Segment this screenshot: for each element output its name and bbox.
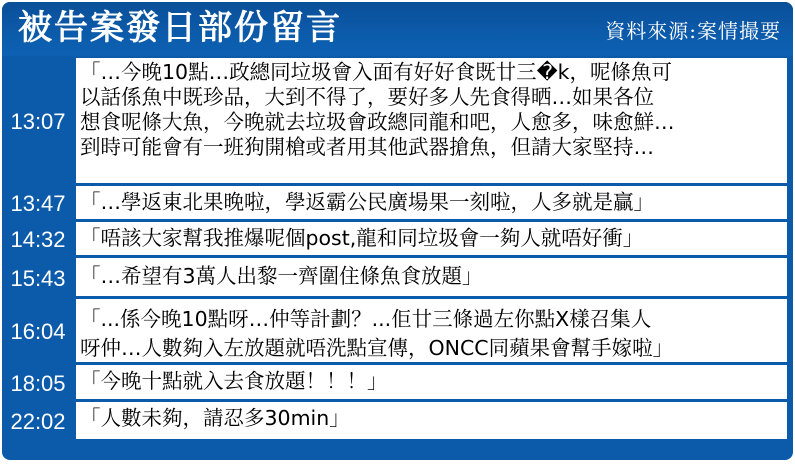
message-time: 13:07 [10,109,66,134]
message-list [2,58,793,442]
message-row [2,186,793,222]
message-log-panel [2,2,793,460]
message-row [2,222,793,258]
message-time: 14:32 [10,227,66,252]
message-text: 「…今晚10點…政總同垃圾會入面有好好食既廿三�k，呢條魚可 以話係魚中既珍品，大到不得了，要好多人先食得晒…如果各位 想食呢條大魚，今晚就去垃圾會政總同龍和吧，人愈多，味愈鮮… 到時可能會有一班狗開槍或者用其他武器搶魚，但請大家堅持… [76,58,787,183]
source-caption: 資料來源:案情撮要 [605,19,781,43]
message-time: 13:47 [10,191,66,216]
message-text: 「唔該大家幫我推爆呢個post,龍和同垃圾會一夠人就唔好衝」 [76,222,787,255]
message-time: 18:05 [10,370,66,396]
message-row [2,258,793,299]
message-time: 22:02 [10,409,66,434]
message-text: 「今晚十點就入去食放題！！！」 [76,365,787,399]
message-text: 「人數未夠，請忍多30min」 [76,402,787,439]
header-bar [2,2,793,56]
message-row [2,402,793,442]
message-text: 「...係今晚10點呀…仲等計劃？...佢廿三條過左你點X樣召集人 呀仲…人數夠入左放題就唔洗點宣傳，ONCC同蘋果會幫手嫁啦」 [76,299,787,362]
message-row [2,365,793,402]
page-title: 被告案發日部份留言 [18,8,342,48]
message-text: 「…希望有3萬人出黎一齊圍住條魚食放題」 [76,258,787,296]
message-text: 「…學返東北果晚啦，學返霸公民廣場果一刻啦，人多就是贏」 [76,186,787,219]
message-time: 16:04 [10,319,66,344]
message-row [2,58,793,186]
message-time: 15:43 [10,265,66,291]
message-row [2,299,793,365]
